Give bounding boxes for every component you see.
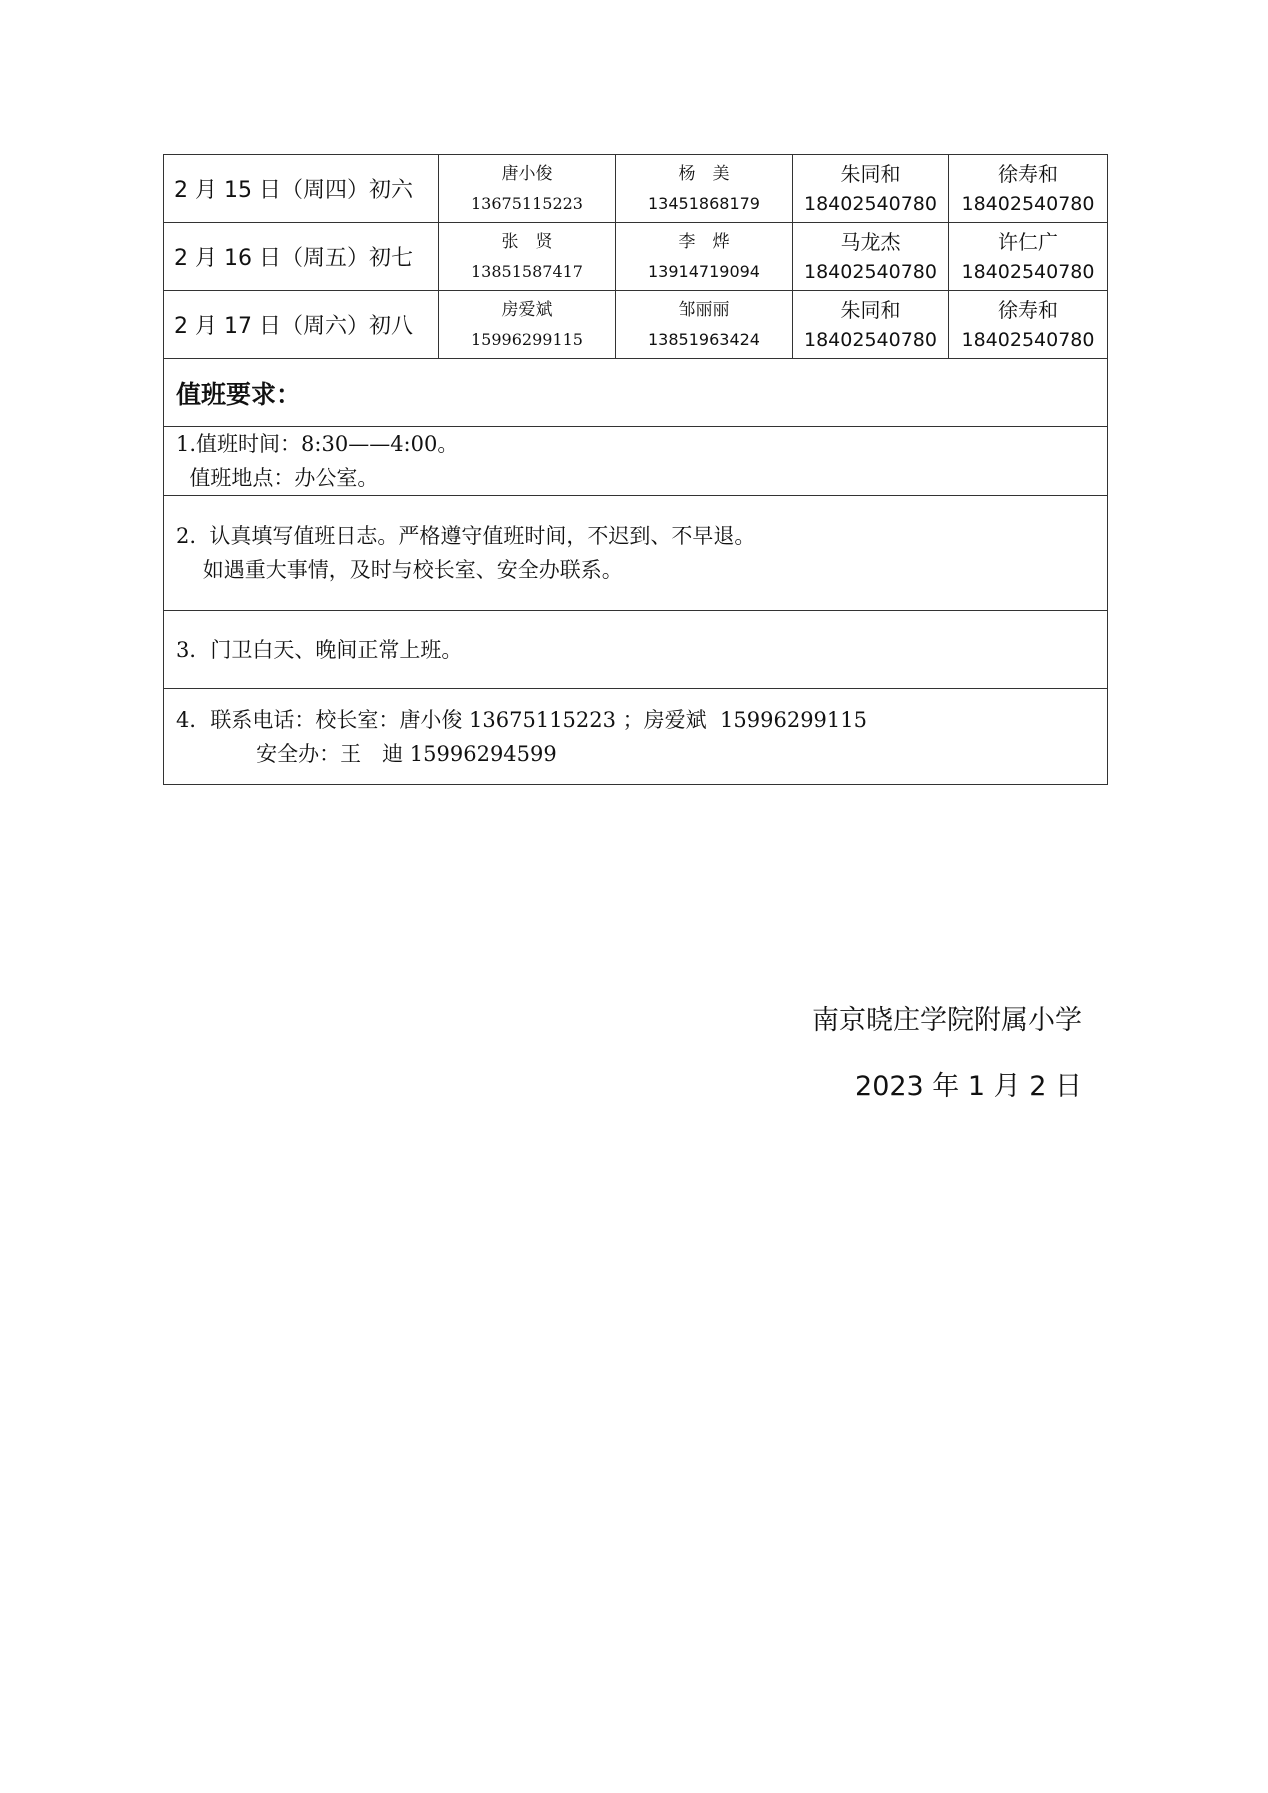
person-name: 朱同和 bbox=[840, 161, 901, 186]
person-name: 马龙杰 bbox=[840, 229, 901, 254]
person-phone: 18402540780 bbox=[961, 260, 1095, 283]
person-name: 许仁广 bbox=[998, 229, 1058, 254]
requirement-item bbox=[164, 689, 1108, 785]
person-phone: 18402540780 bbox=[804, 328, 937, 351]
signature-organization: 南京晓庄学院附属小学 bbox=[812, 1005, 1082, 1036]
person-phone: 13914719094 bbox=[648, 261, 760, 281]
duty-date: 2 月 16 日（周五）初七 bbox=[164, 223, 439, 291]
person-name: 徐寿和 bbox=[998, 297, 1058, 322]
person-phone: 18402540780 bbox=[961, 192, 1095, 215]
requirement-row bbox=[164, 427, 1108, 496]
person-phone: 13851963424 bbox=[648, 329, 760, 349]
requirement-item bbox=[164, 611, 1108, 689]
duty-person bbox=[439, 291, 616, 359]
requirement-item bbox=[164, 427, 1108, 496]
duty-row bbox=[164, 291, 1108, 359]
person-name: 杨 美 bbox=[678, 163, 730, 184]
requirement-line: 1.值班时间：8:30——4:00。 bbox=[176, 432, 459, 456]
person-name: 张 贤 bbox=[501, 231, 553, 252]
duty-row bbox=[164, 155, 1108, 223]
requirement-row bbox=[164, 496, 1108, 611]
requirements-title: 值班要求： bbox=[164, 359, 1108, 427]
requirement-row bbox=[164, 689, 1108, 785]
person-phone: 13851587417 bbox=[471, 261, 583, 281]
person-phone: 15996299115 bbox=[471, 329, 583, 349]
duty-person bbox=[793, 155, 949, 223]
person-phone: 18402540780 bbox=[804, 260, 937, 283]
signature-date: 2023 年 1 月 2 日 bbox=[855, 1071, 1082, 1102]
person-name: 邹丽丽 bbox=[678, 299, 730, 320]
person-phone: 18402540780 bbox=[961, 328, 1095, 351]
requirement-line: 如遇重大事情，及时与校长室、安全办联系。 bbox=[176, 558, 623, 582]
duty-person bbox=[616, 155, 793, 223]
requirement-line: 值班地点：办公室。 bbox=[176, 466, 379, 490]
person-name: 李 烨 bbox=[678, 231, 730, 252]
person-phone: 13675115223 bbox=[471, 193, 583, 213]
duty-person bbox=[616, 223, 793, 291]
duty-date: 2 月 15 日（周四）初六 bbox=[164, 155, 439, 223]
duty-person bbox=[949, 223, 1108, 291]
requirement-item bbox=[164, 496, 1108, 611]
person-name: 徐寿和 bbox=[998, 161, 1058, 186]
duty-row bbox=[164, 223, 1108, 291]
requirement-line: 3．门卫白天、晚间正常上班。 bbox=[176, 637, 463, 662]
duty-date: 2 月 17 日（周六）初八 bbox=[164, 291, 439, 359]
duty-person bbox=[793, 223, 949, 291]
person-name: 朱同和 bbox=[840, 297, 901, 322]
duty-person bbox=[439, 223, 616, 291]
requirement-line: 4．联系电话：校长室：唐小俊 13675115223 ；房爱斌 15996299115 bbox=[176, 707, 867, 732]
person-phone: 13451868179 bbox=[648, 193, 760, 213]
duty-schedule-table bbox=[163, 154, 1108, 785]
duty-person bbox=[439, 155, 616, 223]
duty-person bbox=[616, 291, 793, 359]
requirements-header-row bbox=[164, 359, 1108, 427]
requirement-row bbox=[164, 611, 1108, 689]
duty-person bbox=[949, 291, 1108, 359]
duty-person bbox=[793, 291, 949, 359]
requirement-line: 2. 认真填写值班日志。严格遵守值班时间，不迟到、不早退。 bbox=[176, 524, 756, 548]
person-name: 房爱斌 bbox=[501, 299, 553, 320]
person-phone: 18402540780 bbox=[804, 192, 937, 215]
person-name: 唐小俊 bbox=[501, 163, 553, 184]
requirement-line: 安全办：王 迪 15996294599 bbox=[176, 741, 557, 766]
duty-person bbox=[949, 155, 1108, 223]
